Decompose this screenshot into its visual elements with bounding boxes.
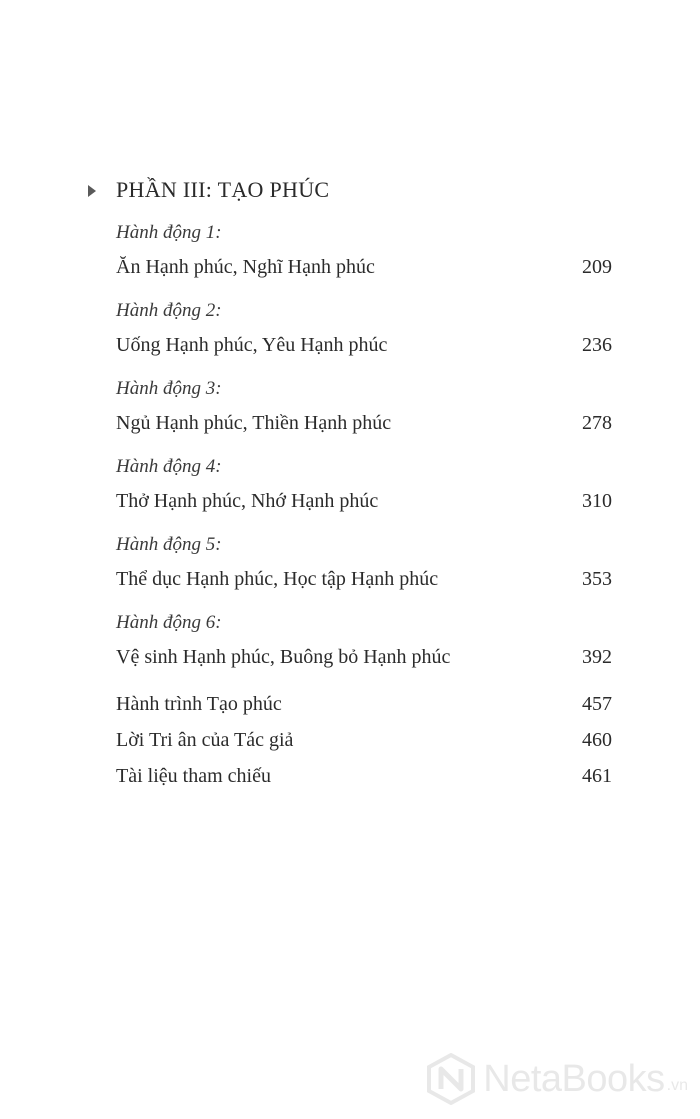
toc-entry-page: 457 <box>582 693 612 715</box>
toc-entry-page: 392 <box>582 646 612 668</box>
action-label: Hành động 4: <box>116 456 222 477</box>
action-group <box>116 296 612 364</box>
toc-entry-title: Hành trình Tạo phúc <box>116 693 282 715</box>
action-group <box>116 530 612 598</box>
toc-entry[interactable] <box>116 758 612 794</box>
toc-entry-page: 310 <box>582 490 612 512</box>
toc-entry-page: 209 <box>582 256 612 278</box>
toc-entry-title: Uống Hạnh phúc, Yêu Hạnh phúc <box>116 334 388 356</box>
toc-entry[interactable] <box>116 404 612 442</box>
toc-entry-title: Vệ sinh Hạnh phúc, Buông bỏ Hạnh phúc <box>116 646 451 668</box>
triangle-right-icon <box>88 185 96 197</box>
part-heading <box>88 172 329 208</box>
toc-entry-page: 460 <box>582 729 612 751</box>
toc-entry-title: Thở Hạnh phúc, Nhớ Hạnh phúc <box>116 490 379 512</box>
watermark <box>425 1053 688 1105</box>
action-group <box>116 374 612 442</box>
watermark-suffix: .vn <box>666 1077 688 1094</box>
action-group <box>116 608 612 676</box>
table-of-contents <box>116 218 612 794</box>
part-title: PHẦN III: TẠO PHÚC <box>116 177 330 202</box>
toc-entry-title: Tài liệu tham chiếu <box>116 765 271 787</box>
toc-entry-page: 461 <box>582 765 612 787</box>
toc-entry[interactable] <box>116 722 612 758</box>
toc-entry-page: 278 <box>582 412 612 434</box>
action-group <box>116 218 612 286</box>
action-label: Hành động 6: <box>116 612 222 633</box>
action-label: Hành động 1: <box>116 222 222 243</box>
toc-entry[interactable] <box>116 482 612 520</box>
watermark-text: NetaBooks <box>483 1057 665 1100</box>
toc-entry[interactable] <box>116 686 612 722</box>
action-label: Hành động 2: <box>116 300 222 321</box>
toc-entry[interactable] <box>116 326 612 364</box>
action-group <box>116 452 612 520</box>
toc-entry[interactable] <box>116 638 612 676</box>
toc-entry-page: 353 <box>582 568 612 590</box>
extra-entries <box>116 686 612 794</box>
toc-entry-title: Ngủ Hạnh phúc, Thiền Hạnh phúc <box>116 412 392 434</box>
action-label: Hành động 5: <box>116 534 222 555</box>
action-label: Hành động 3: <box>116 378 222 399</box>
toc-entry[interactable] <box>116 248 612 286</box>
toc-entry-title: Ăn Hạnh phúc, Nghĩ Hạnh phúc <box>116 256 375 278</box>
toc-entry-title: Lời Tri ân của Tác giả <box>116 729 294 751</box>
netabooks-logo-icon <box>425 1053 477 1105</box>
toc-entry-page: 236 <box>582 334 612 356</box>
toc-entry[interactable] <box>116 560 612 598</box>
toc-entry-title: Thể dục Hạnh phúc, Học tập Hạnh phúc <box>116 568 439 590</box>
